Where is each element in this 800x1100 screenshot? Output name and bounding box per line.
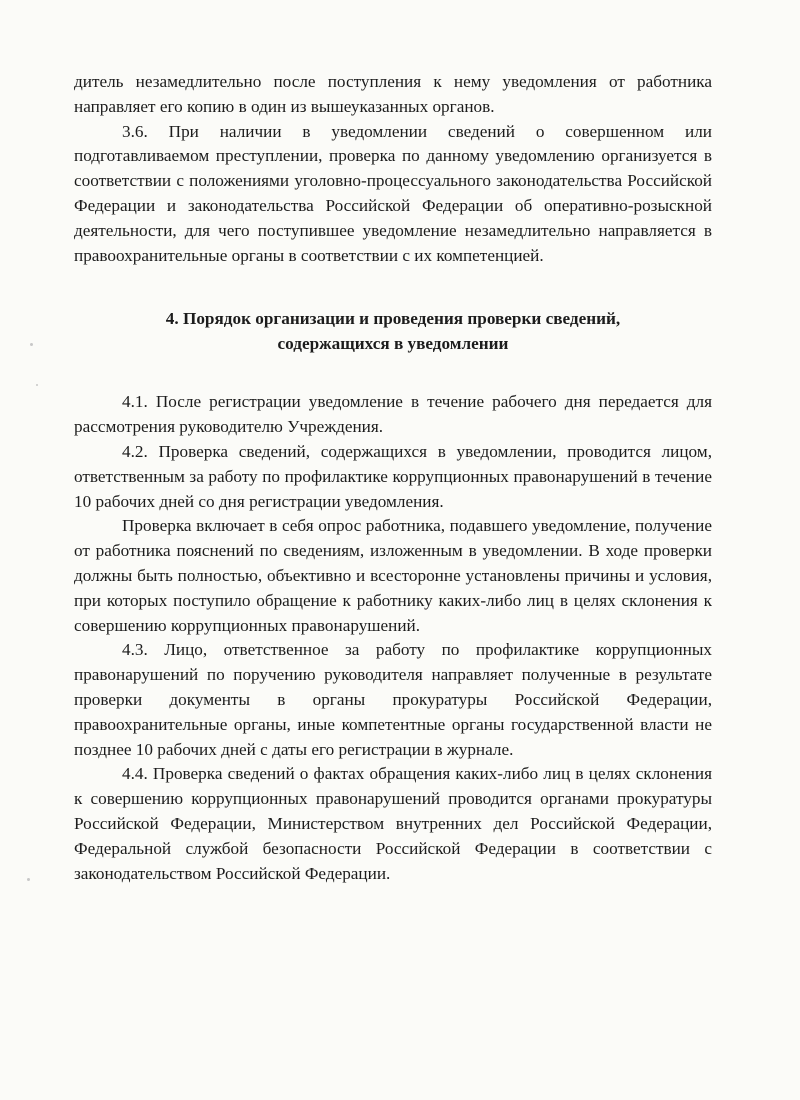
paragraph-4-4: 4.4. Проверка сведений о фактах обращения каких-либо лиц в целях склонения к совершению коррупционных правонарушений проводится органами прокуратуры Российской Федерации, Министерством внутренних дел Российской Федерации, Федеральной службой безопасности Российской Федерации в соответствии с законодательством Российской Федерации.	[74, 764, 712, 883]
scan-speck	[36, 384, 38, 386]
paragraph-4-1: 4.1. После регистрации уведомление в течение рабочего дня передается для рассмотрения руководителю Учреждения.	[74, 392, 712, 437]
scan-speck	[30, 343, 33, 346]
paragraph-4-3: 4.3. Лицо, ответственное за работу по профилактике коррупционных правонарушений по поручению руководителя направляет полученные в результате проверки документы в органы прокуратуры Российской Федерации, правоохранительные органы, иные компетентные органы государственной власти не позднее 10 рабочих дней с даты его регистрации в журнале.	[74, 640, 712, 759]
scan-speck	[27, 878, 30, 881]
paragraph-4-2: 4.2. Проверка сведений, содержащихся в уведомлении, проводится лицом, ответственным за работу по профилактике коррупционных правонарушений в течение 10 рабочих дней со дня регистрации уведомления.	[74, 441, 712, 511]
paragraph-3-6: 3.6. При наличии в уведомлении сведений о совершенном или подготавливаемом преступлении, проверка по данному уведомлению организуется в соответствии с положениями уголовно-процессуального законодательства Российской Федерации и законодательства Российской Федерации об оперативно-розыскной деятельности, для чего поступившее уведомление незамедлительно направляется в правоохранительные органы в соответствии с их компетенцией.	[74, 121, 712, 265]
paragraph-verification-scope: Проверка включает в себя опрос работника, подавшего уведомление, получение от работника пояснений по сведениям, изложенным в уведомлении. В ходе проверки должны быть полностью, объективно и всесторонне установлены причины и условия, при которых поступило обращение к работнику каких-либо лиц в целях склонения к совершению коррупционных правонарушений.	[74, 516, 712, 635]
section-heading: 4. Порядок организации и проведения проверки сведений, содержащихся в уведомлении	[165, 309, 621, 354]
paragraph-continuation: дитель незамедлительно после поступления к нему уведомления от работника направляет его копию в один из вышеуказанных органов.	[74, 72, 712, 116]
